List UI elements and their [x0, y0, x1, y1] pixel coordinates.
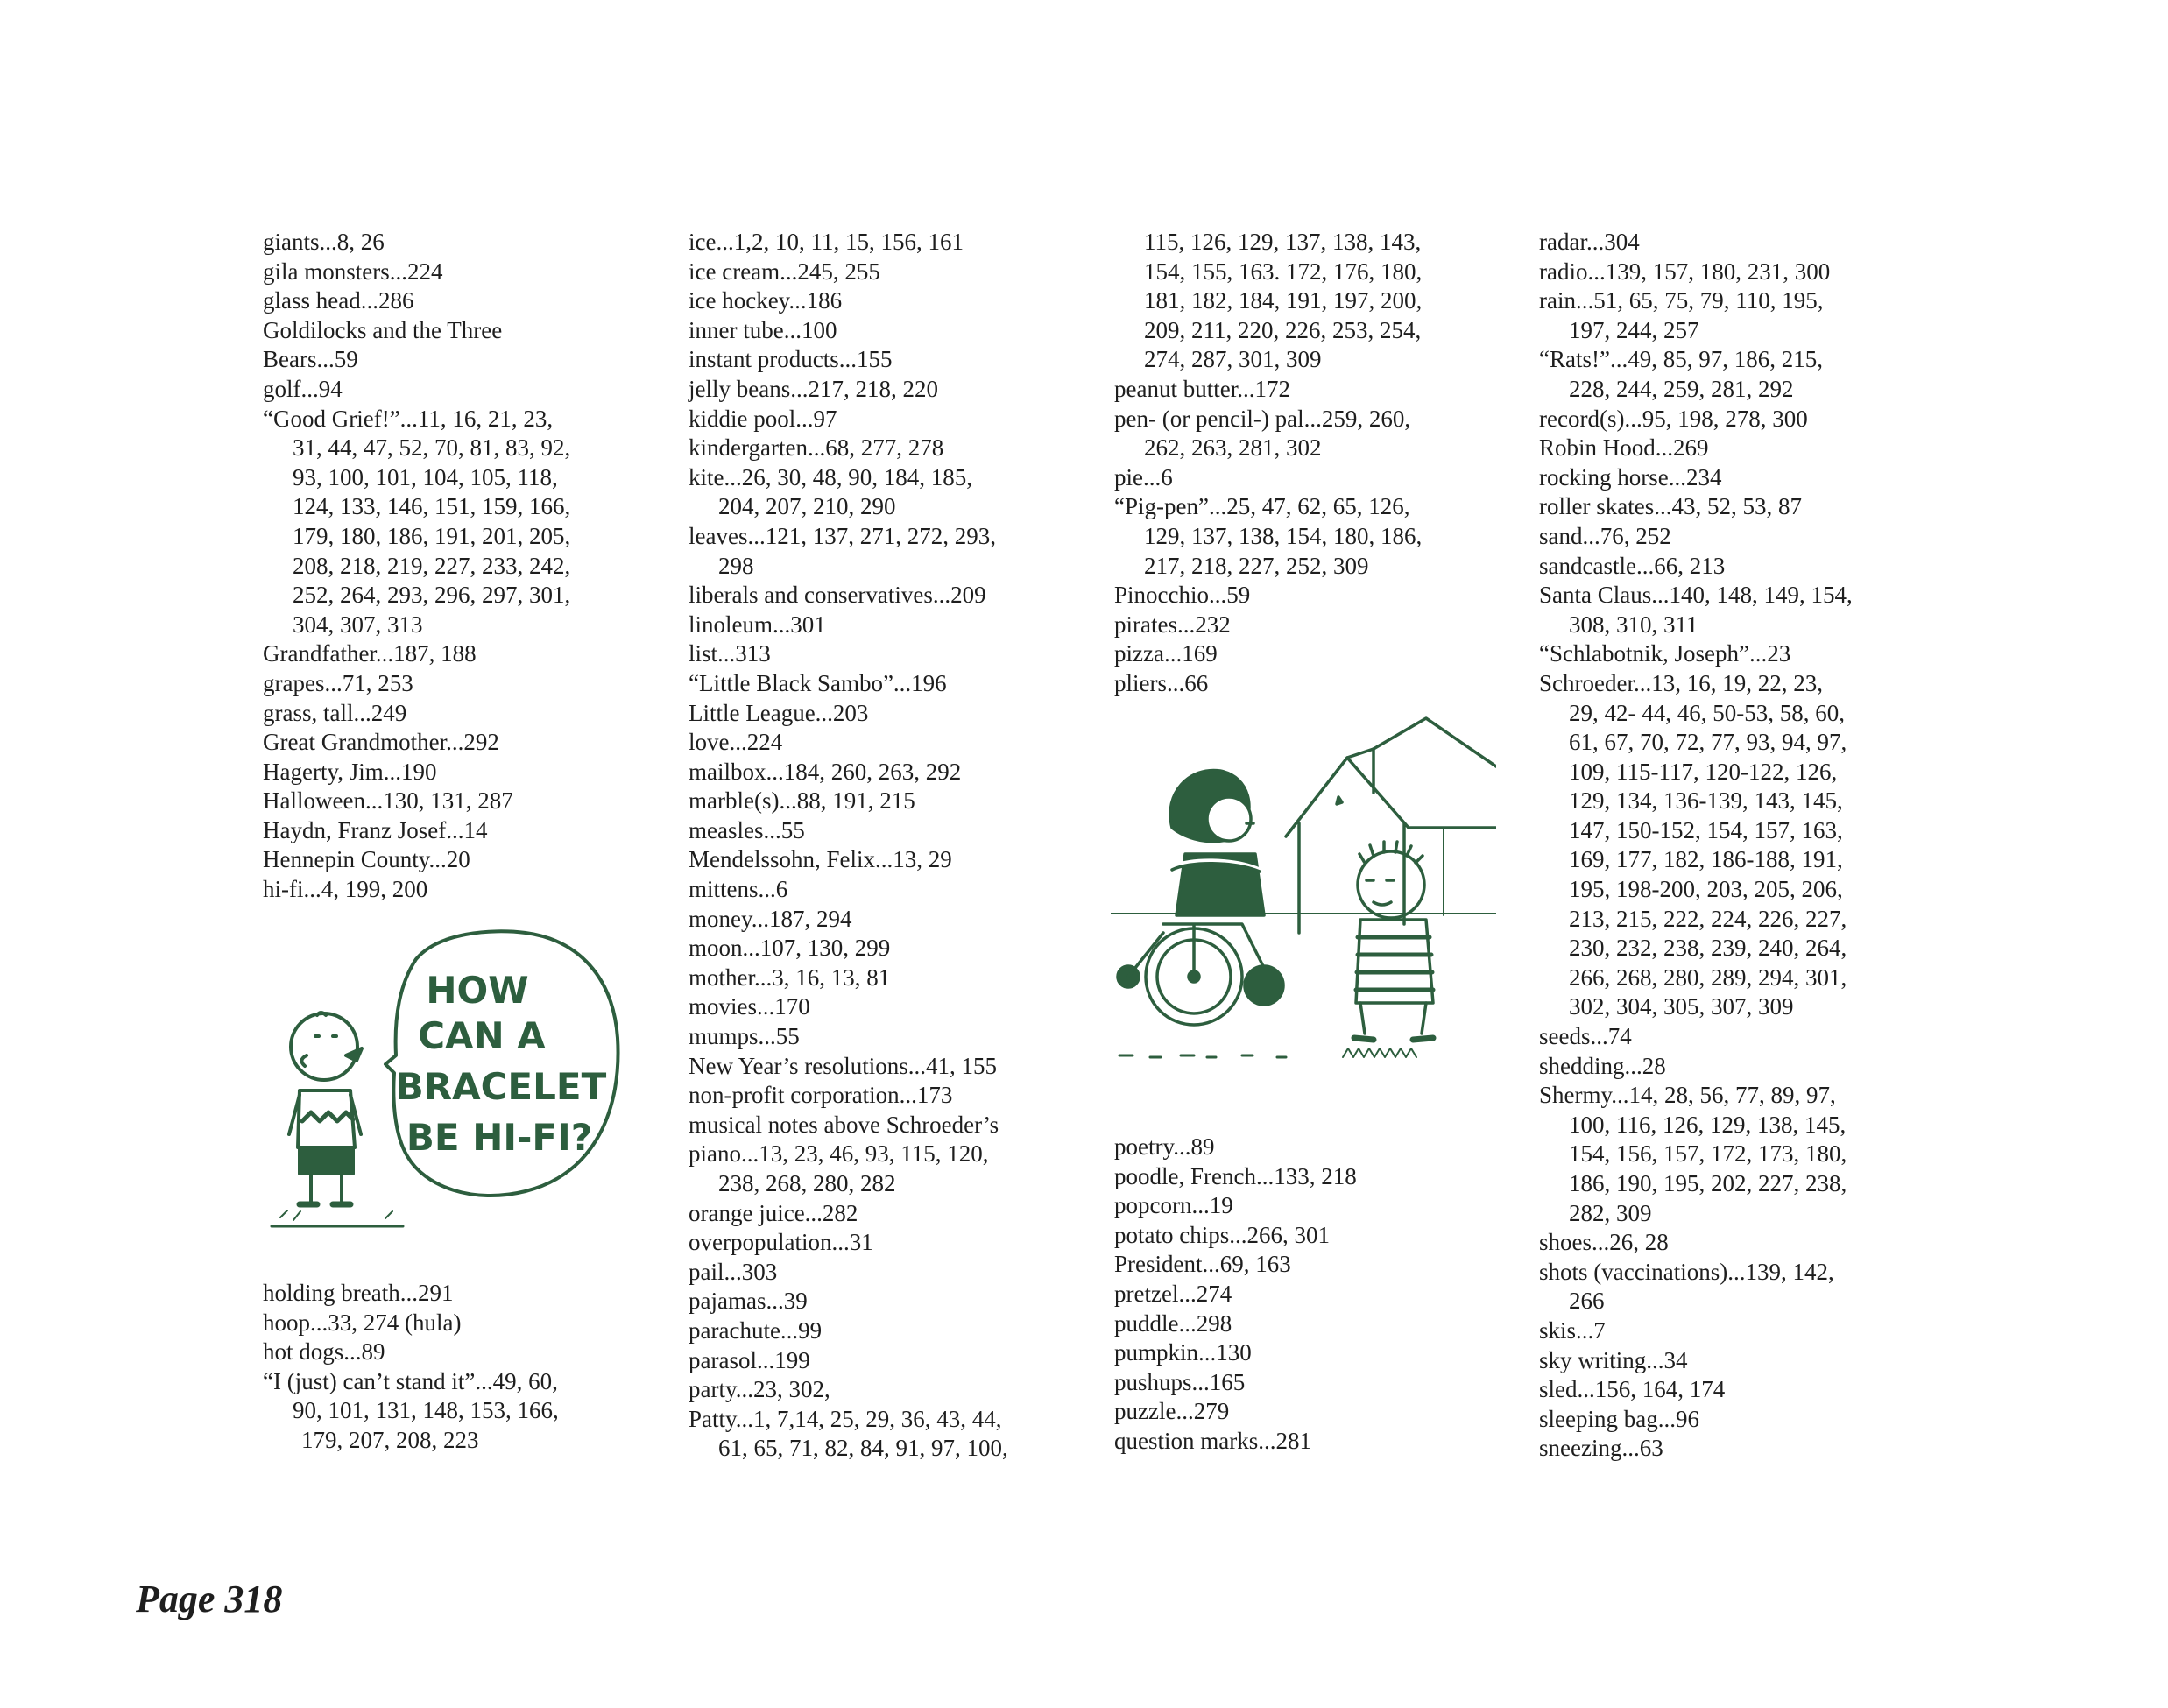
index-entry-continuation: 93, 100, 101, 104, 105, 118, [293, 463, 558, 491]
index-entry: sand...76, 252 [1539, 522, 1671, 549]
index-entry: “I (just) can’t stand it”...49, 60, [263, 1367, 558, 1394]
index-entry: Haydn, Franz Josef...14 [263, 816, 488, 843]
index-entry-continuation: 61, 67, 70, 72, 77, 93, 94, 97, [1569, 729, 1847, 756]
index-entry: sky writing...34 [1539, 1346, 1688, 1373]
house-back [1374, 718, 1496, 766]
speech-bubble-line: BRACELET [395, 1065, 607, 1108]
index-column-2 [689, 228, 1100, 1464]
index-entry: Santa Claus...140, 148, 149, 154, [1539, 582, 1853, 609]
index-entry: kiddie pool...97 [689, 405, 837, 432]
index-entry-continuation: 31, 44, 47, 52, 70, 81, 83, 92, [293, 434, 571, 462]
index-entry: hoop...33, 274 (hula) [263, 1309, 462, 1336]
index-entry-continuation: 304, 307, 313 [293, 611, 423, 638]
index-entry: sleeping bag...96 [1539, 1405, 1699, 1432]
index-entry: New Year’s resolutions...41, 155 [689, 1052, 997, 1079]
index-entry: list...313 [689, 640, 771, 667]
index-entry-continuation: 90, 101, 131, 148, 153, 166, [293, 1397, 559, 1424]
index-column-4 [1539, 228, 1951, 1464]
index-entry-continuation: 195, 198-200, 203, 205, 206, [1569, 876, 1843, 903]
index-entry: question marks...281 [1114, 1427, 1311, 1454]
index-entry-continuation: 109, 115-117, 120-122, 126, [1569, 758, 1838, 785]
index-entry: sneezing...63 [1539, 1435, 1663, 1462]
tricycle-rear-wheel [1245, 966, 1283, 1005]
index-entry: pumpkin...130 [1114, 1339, 1252, 1366]
index-entry: Pinocchio...59 [1114, 582, 1251, 609]
index-entry: pizza...169 [1114, 640, 1218, 667]
index-entry: peanut butter...172 [1114, 375, 1290, 402]
index-entry: poetry...89 [1114, 1133, 1215, 1160]
index-entry: instant products...155 [689, 346, 893, 373]
index-entry-continuation: 252, 264, 293, 296, 297, 301, [293, 582, 571, 609]
lucy-linus-cartoon [1111, 714, 1496, 1090]
index-entry: shots (vaccinations)...139, 142, [1539, 1258, 1834, 1285]
index-entry: potato chips...266, 301 [1114, 1221, 1330, 1248]
index-entry: “Schlabotnik, Joseph”...23 [1539, 640, 1791, 667]
index-entry: money...187, 294 [689, 905, 852, 932]
index-entry: glass head...286 [263, 287, 414, 314]
index-entry-continuation: 197, 244, 257 [1569, 316, 1699, 343]
index-entry: grapes...71, 253 [263, 669, 413, 696]
index-entry: orange juice...282 [689, 1199, 858, 1226]
index-entry: poodle, French...133, 218 [1114, 1162, 1357, 1189]
index-entry-continuation: 179, 207, 208, 223 [301, 1426, 479, 1453]
index-entry-continuation: 147, 150-152, 154, 157, 163, [1569, 816, 1843, 843]
index-entry: jelly beans...217, 218, 220 [689, 375, 938, 402]
index-entry-continuation: 209, 211, 220, 226, 253, 254, [1144, 316, 1422, 343]
index-entry: Mendelssohn, Felix...13, 29 [689, 846, 952, 873]
index-entry-continuation: 266 [1569, 1288, 1605, 1315]
index-entry-continuation: 129, 137, 138, 154, 180, 186, [1144, 522, 1423, 549]
index-entry: roller skates...43, 52, 53, 87 [1539, 493, 1802, 520]
index-entry-continuation: 213, 215, 222, 224, 226, 227, [1569, 905, 1847, 932]
index-entry-continuation: 29, 42- 44, 46, 50-53, 58, 60, [1569, 699, 1845, 726]
house-front [1286, 758, 1409, 933]
index-entry: pajamas...39 [689, 1288, 808, 1315]
index-entry-continuation: 308, 310, 311 [1569, 611, 1698, 638]
index-entry: pirates...232 [1114, 611, 1231, 638]
index-entry: rocking horse...234 [1539, 463, 1722, 491]
speech-bubble-line: HOW [426, 969, 529, 1012]
index-entry: marble(s)...88, 191, 215 [689, 787, 915, 815]
index-entry: shedding...28 [1539, 1052, 1666, 1079]
index-entry: skis...7 [1539, 1316, 1606, 1344]
charlie-brown-cartoon [263, 924, 631, 1257]
character-head [291, 1013, 357, 1080]
index-entry-continuation: 298 [718, 552, 754, 579]
index-entry: pie...6 [1114, 463, 1173, 491]
index-entry: pen- (or pencil-) pal...259, 260, [1114, 405, 1411, 432]
index-entry: measles...55 [689, 816, 805, 843]
index-entry: hot dogs...89 [263, 1338, 385, 1366]
index-entry: non-profit corporation...173 [689, 1082, 953, 1109]
index-entry: “Little Black Sambo”...196 [689, 669, 947, 696]
index-entry-continuation: 154, 155, 163. 172, 176, 180, [1144, 258, 1423, 285]
index-entry-continuation: 282, 309 [1569, 1199, 1652, 1226]
index-entry-continuation: 262, 263, 281, 302 [1144, 434, 1322, 462]
index-entry: musical notes above Schroeder’s [689, 1111, 999, 1138]
index-entry: “Rats!”...49, 85, 97, 186, 215, [1539, 346, 1823, 373]
index-entry-continuation: 61, 65, 71, 82, 84, 91, 97, 100, [718, 1435, 1008, 1462]
index-entry: pail...303 [689, 1258, 778, 1285]
index-entry: love...224 [689, 729, 783, 756]
index-entry: linoleum...301 [689, 611, 826, 638]
index-entry-continuation: 129, 134, 136-139, 143, 145, [1569, 787, 1843, 815]
index-entry: Grandfather...187, 188 [263, 640, 477, 667]
index-entry: Robin Hood...269 [1539, 434, 1709, 462]
index-entry: radar...304 [1539, 229, 1640, 255]
index-entry: Hennepin County...20 [263, 846, 470, 873]
index-entry: party...23, 302, [689, 1376, 830, 1403]
index-entry: ice cream...245, 255 [689, 258, 880, 285]
index-entry: popcorn...19 [1114, 1192, 1233, 1219]
index-entry: puzzle...279 [1114, 1398, 1230, 1425]
index-entry-continuation: 169, 177, 182, 186-188, 191, [1569, 846, 1843, 873]
index-entry-continuation: 179, 180, 186, 191, 201, 205, [293, 522, 571, 549]
index-entry-continuation: 238, 268, 280, 282 [718, 1170, 896, 1196]
linus-head [1358, 851, 1424, 918]
index-entry-continuation: 274, 287, 301, 309 [1144, 346, 1322, 373]
index-entry: overpopulation...31 [689, 1229, 873, 1256]
index-entry-continuation: 115, 126, 129, 137, 138, 143, [1144, 229, 1422, 255]
index-entry: grass, tall...249 [263, 699, 407, 726]
page-number: Page 318 [136, 1577, 283, 1620]
index-entry-continuation: 266, 268, 280, 289, 294, 301, [1569, 963, 1847, 991]
index-entry: pliers...66 [1114, 669, 1209, 696]
index-entry-continuation: 181, 182, 184, 191, 197, 200, [1144, 287, 1423, 314]
index-entry: mumps...55 [689, 1023, 800, 1050]
index-entry-continuation: 228, 244, 259, 281, 292 [1569, 375, 1794, 402]
index-entry-continuation: 217, 218, 227, 252, 309 [1144, 552, 1369, 579]
lucy-face [1207, 797, 1251, 841]
index-entry: “Pig-pen”...25, 47, 62, 65, 126, [1114, 493, 1410, 520]
index-entry: inner tube...100 [689, 316, 837, 343]
index-entry: radio...139, 157, 180, 231, 300 [1539, 258, 1831, 285]
index-entry-continuation: 100, 116, 126, 129, 138, 145, [1569, 1111, 1847, 1138]
index-entry: Shermy...14, 28, 56, 77, 89, 97, [1539, 1082, 1836, 1109]
index-entry: seeds...74 [1539, 1023, 1632, 1050]
index-column-3-continued [1114, 1133, 1526, 1457]
speech-bubble-line: BE HI-FI? [406, 1116, 593, 1159]
index-entry: sled...156, 164, 174 [1539, 1376, 1726, 1403]
index-entry: Patty...1, 7,14, 25, 29, 36, 43, 44, [689, 1405, 1002, 1432]
index-entry: puddle...298 [1114, 1309, 1232, 1337]
index-entry: golf...94 [263, 375, 343, 402]
index-entry: Great Grandmother...292 [263, 729, 499, 756]
index-entry: ice hockey...186 [689, 287, 843, 314]
index-entry-continuation: 154, 156, 157, 172, 173, 180, [1569, 1140, 1847, 1168]
index-entry: Schroeder...13, 16, 19, 22, 23, [1539, 669, 1823, 696]
index-entry: mailbox...184, 260, 263, 292 [689, 758, 962, 785]
index-entry: piano...13, 23, 46, 93, 115, 120, [689, 1140, 989, 1168]
index-entry: shoes...26, 28 [1539, 1229, 1669, 1256]
index-entry-continuation: 208, 218, 219, 227, 233, 242, [293, 552, 571, 579]
index-entry: Bears...59 [263, 346, 358, 373]
index-entry: hi-fi...4, 199, 200 [263, 876, 428, 903]
index-entry: rain...51, 65, 75, 79, 110, 195, [1539, 287, 1824, 314]
index-entry: liberals and conservatives...209 [689, 582, 986, 609]
index-column-1 [263, 228, 674, 905]
index-column-3 [1114, 228, 1526, 699]
index-entry: Halloween...130, 131, 287 [263, 787, 513, 815]
index-entry-continuation: 302, 304, 305, 307, 309 [1569, 993, 1794, 1020]
index-entry: parachute...99 [689, 1316, 823, 1344]
index-entry: pushups...165 [1114, 1368, 1246, 1395]
index-entry: record(s)...95, 198, 278, 300 [1539, 405, 1808, 432]
index-entry: President...69, 163 [1114, 1251, 1291, 1278]
speech-bubble-line: CAN A [418, 1014, 546, 1057]
index-entry: kindergarten...68, 277, 278 [689, 434, 944, 462]
index-entry: leaves...121, 137, 271, 272, 293, [689, 522, 996, 549]
index-entry: sandcastle...66, 213 [1539, 552, 1726, 579]
index-entry: mother...3, 16, 13, 81 [689, 963, 891, 991]
index-entry: “Good Grief!”...11, 16, 21, 23, [263, 405, 554, 432]
index-entry: giants...8, 26 [263, 229, 385, 255]
index-entry: Goldilocks and the Three [263, 316, 503, 343]
index-entry: ice...1,2, 10, 11, 15, 156, 161 [689, 229, 964, 255]
index-entry-continuation: 186, 190, 195, 202, 227, 238, [1569, 1170, 1847, 1196]
index-entry: Little League...203 [689, 699, 869, 726]
index-entry: pretzel...274 [1114, 1280, 1232, 1307]
index-entry: Hagerty, Jim...190 [263, 758, 437, 785]
index-entry-continuation: 124, 133, 146, 151, 159, 166, [293, 493, 571, 520]
index-entry: kite...26, 30, 48, 90, 184, 185, [689, 463, 972, 491]
index-entry: gila monsters...224 [263, 258, 443, 285]
index-entry-continuation: 204, 207, 210, 290 [718, 493, 896, 520]
index-entry: movies...170 [689, 993, 810, 1020]
index-entry: moon...107, 130, 299 [689, 935, 891, 962]
index-entry: mittens...6 [689, 876, 788, 903]
index-entry: parasol...199 [689, 1346, 810, 1373]
index-column-1-continued [263, 1279, 674, 1456]
index-entry-continuation: 230, 232, 238, 239, 240, 264, [1569, 935, 1847, 962]
index-entry: holding breath...291 [263, 1280, 454, 1306]
